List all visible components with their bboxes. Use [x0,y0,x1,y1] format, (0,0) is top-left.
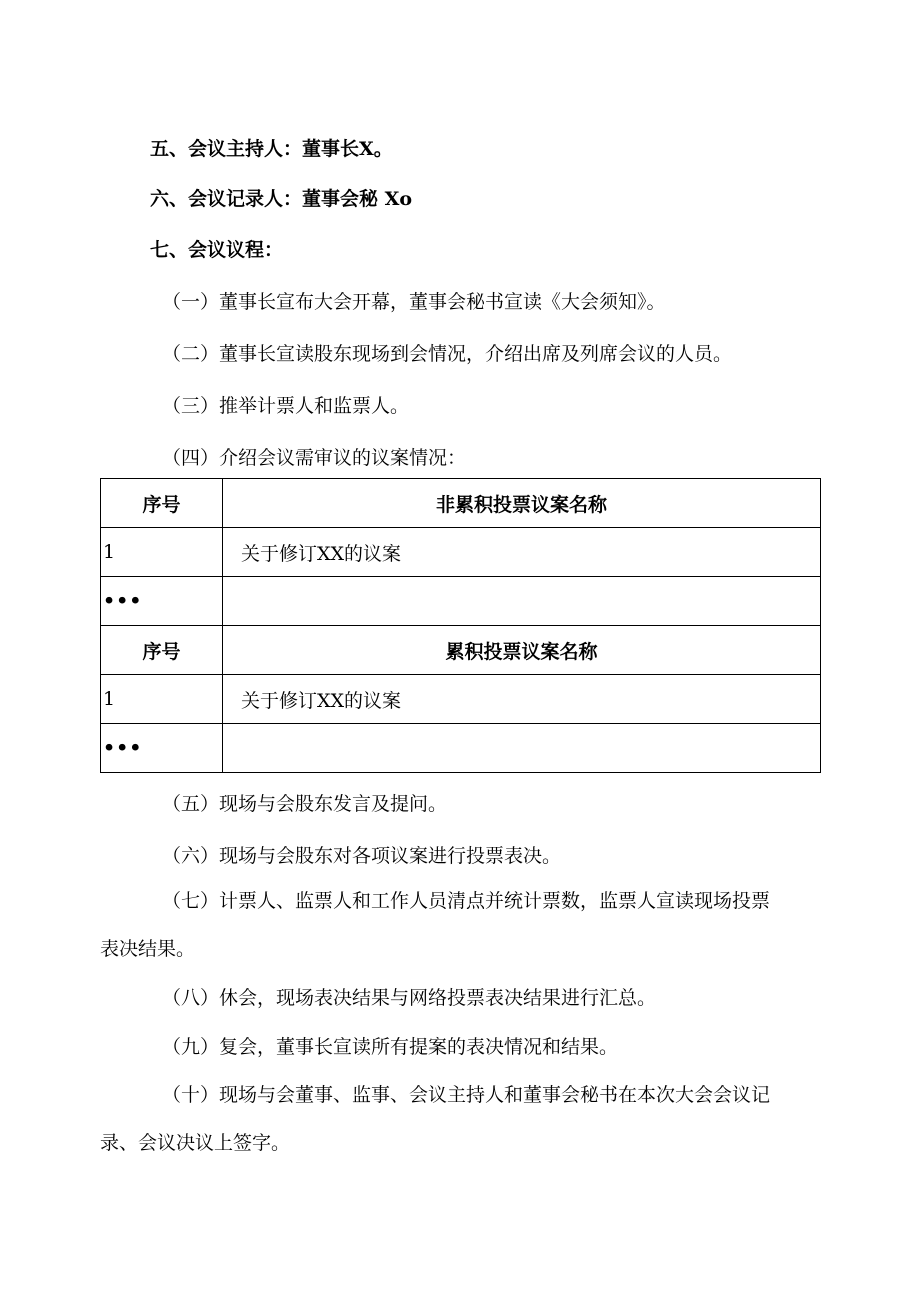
agenda-item-10-line1: （十）现场与会董事、监事、会议主持人和董事会秘书在本次大会会议记 [162,1084,771,1106]
row-motion-name: 关于修订XX的议案 [223,675,821,724]
agenda-item-2: （二）董事长宣读股东现场到会情况，介绍出席及列席会议的人员。 [162,343,733,365]
header-cumulative-name: 累积投票议案名称 [223,626,821,675]
agenda-item-10-line2: 录、会议决议上签字。 [100,1132,291,1154]
section-agenda-title: 七、会议议程： [150,239,284,261]
agenda-item-6: （六）现场与会股东对各项议案进行投票表决。 [162,845,562,867]
header-non-cumulative-name: 非累积投票议案名称 [223,479,821,528]
agenda-item-4: （四）介绍会议需审议的议案情况： [162,447,467,469]
row-no: ••• [101,577,223,626]
agenda-item-9: （九）复会，董事长宣读所有提案的表决情况和结果。 [162,1036,619,1058]
motions-table [100,478,821,773]
table-header-row [101,479,821,528]
row-no: 1 [101,528,223,577]
agenda-item-5: （五）现场与会股东发言及提问。 [162,793,448,815]
row-no: ••• [101,724,223,773]
agenda-item-8: （八）休会，现场表决结果与网络投票表决结果进行汇总。 [162,987,657,1009]
agenda-item-1: （一）董事长宣布大会开幕，董事会秘书宣读《大会须知》。 [162,291,666,313]
table-row [101,528,821,577]
section-host: 五、会议主持人：董事长X。 [150,138,393,160]
table-row [101,675,821,724]
section-recorder: 六、会议记录人：董事会秘 Xo [150,188,413,210]
row-no: 1 [101,675,223,724]
table-row [101,577,821,626]
row-motion-name [223,724,821,773]
agenda-item-7-line2: 表决结果。 [100,938,196,960]
agenda-item-3: （三）推举计票人和监票人。 [162,395,410,417]
table-header-row [101,626,821,675]
row-motion-name [223,577,821,626]
agenda-item-7-line1: （七）计票人、监票人和工作人员清点并统计票数，监票人宣读现场投票 [162,890,771,912]
row-motion-name: 关于修订XX的议案 [223,528,821,577]
table-row [101,724,821,773]
header-no: 序号 [101,626,223,675]
header-no: 序号 [101,479,223,528]
